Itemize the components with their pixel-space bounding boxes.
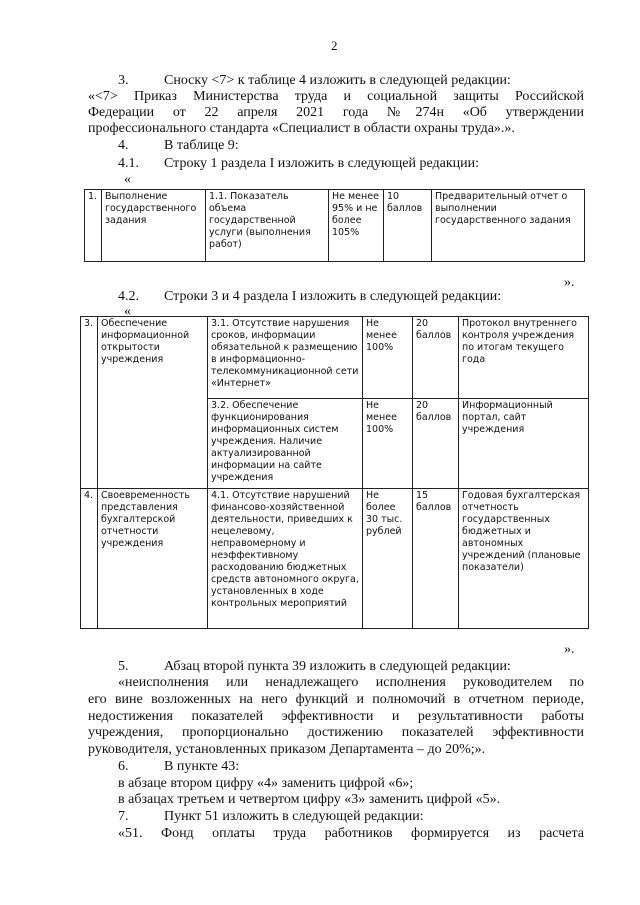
indicator: 3.2. Обеспечение функционирования информационных систем учреждения. Наличие актуализированной информации на сайте учреждения (208, 399, 363, 489)
paragraph-text: недостижения показателей эффективности и результативности работы (88, 709, 584, 724)
paragraph-text: В пункте 43: (164, 759, 240, 774)
paragraph-text: учреждения, пропорционально достижению показателей эффективности (88, 725, 584, 740)
points: 15 баллов (413, 489, 459, 629)
criterion-name: Выполнение государственного задания (102, 190, 206, 262)
data-source: Информационный портал, сайт учреждения (459, 399, 589, 489)
close-quote: ». (564, 642, 575, 657)
target-value: Не менее 95% и не более 105% (329, 190, 384, 262)
paragraph-text: руководителя, установленных приказом Департамента – до 20%;». (88, 742, 486, 757)
paragraph-text: Сноску <7> к таблице 4 изложить в следующей редакции: (164, 73, 511, 88)
indicator: 3.1. Отсутствие нарушения сроков, информации обязательной к размещению в информационно-телекоммуникационной сети «Интернет» (208, 317, 363, 399)
row-number: 4. (81, 489, 98, 629)
paragraph-text: «<7> Приказ Министерства труда и социальной защиты Российской (88, 89, 584, 104)
paragraph-text: «неисполнения или ненадлежащего исполнения руководителем по (118, 675, 584, 690)
paragraph-text: профессионального стандарта «Специалист в области охраны труда».». (88, 121, 515, 136)
indicator: 4.1. Отсутствие нарушений финансово-хозяйственной деятельности, приведших к нецелевому, неправомерному и неэффективному расходованию бюджетных средств автономного округа, установленных в ходе контрольных мероприятий (208, 489, 363, 629)
target-value: Не менее 100% (363, 399, 413, 489)
paragraph-text: в абзаце втором цифру «4» заменить цифрой «6»; (118, 776, 414, 791)
open-quote: « (124, 172, 131, 187)
paragraph-text: его вине возложенных на него функций и полномочий в отчетном периоде, (88, 692, 584, 707)
open-quote: « (124, 304, 131, 319)
paragraph-text: Строку 1 раздела I изложить в следующей редакции: (164, 156, 480, 171)
target-value: Не менее 100% (363, 317, 413, 399)
target-value: Не более 30 тыс. рублей (363, 489, 413, 629)
data-source: Протокол внутреннего контроля учреждения по итогам текущего года (459, 317, 589, 399)
paragraph-text: В таблице 9: (164, 138, 239, 153)
points: 20 баллов (413, 399, 459, 489)
paragraph-text: Пункт 51 изложить в следующей редакции: (164, 809, 424, 824)
item-number: 6. (118, 759, 129, 774)
criterion-name: Обеспечение информационной открытости учреждения (98, 317, 208, 489)
table-section-1 (84, 189, 585, 262)
criterion-name: Своевременность представления бухгалтерской отчетности учреждения (98, 489, 208, 629)
close-quote: ». (564, 275, 575, 290)
page-number: 2 (331, 38, 338, 53)
item-number: 4.1. (118, 156, 139, 171)
points: 20 баллов (413, 317, 459, 399)
row-number: 1. (85, 190, 102, 262)
item-number: 7. (118, 809, 129, 824)
table-section-3-4 (80, 316, 589, 629)
points: 10 баллов (384, 190, 432, 262)
table-row (81, 489, 589, 629)
item-number: 4.2. (118, 289, 139, 304)
data-source: Предварительный отчет о выполнении государственного задания (432, 190, 585, 262)
paragraph-text: «51. Фонд оплаты труда работников формируется из расчета (118, 826, 584, 841)
paragraph-text: Федерации от 22 апреля 2021 года №274н «Об утверждении (88, 105, 584, 120)
item-number: 3. (118, 73, 129, 88)
data-source: Годовая бухгалтерская отчетность государственных бюджетных и автономных учреждений (плановые показатели) (459, 489, 589, 629)
paragraph-text: Абзац второй пункта 39 изложить в следующей редакции: (164, 659, 511, 674)
item-number: 4. (118, 138, 129, 153)
item-number: 5. (118, 659, 129, 674)
paragraph-text: в абзацах третьем и четвертом цифру «3» заменить цифрой «5». (118, 792, 501, 807)
row-number: 3. (81, 317, 98, 489)
table-row (85, 190, 585, 262)
table-row (81, 317, 589, 399)
indicator: 1.1. Показатель объема государственной услуги (выполнения работ) (206, 190, 329, 262)
paragraph-text: Строки 3 и 4 раздела I изложить в следующей редакции: (164, 289, 502, 304)
